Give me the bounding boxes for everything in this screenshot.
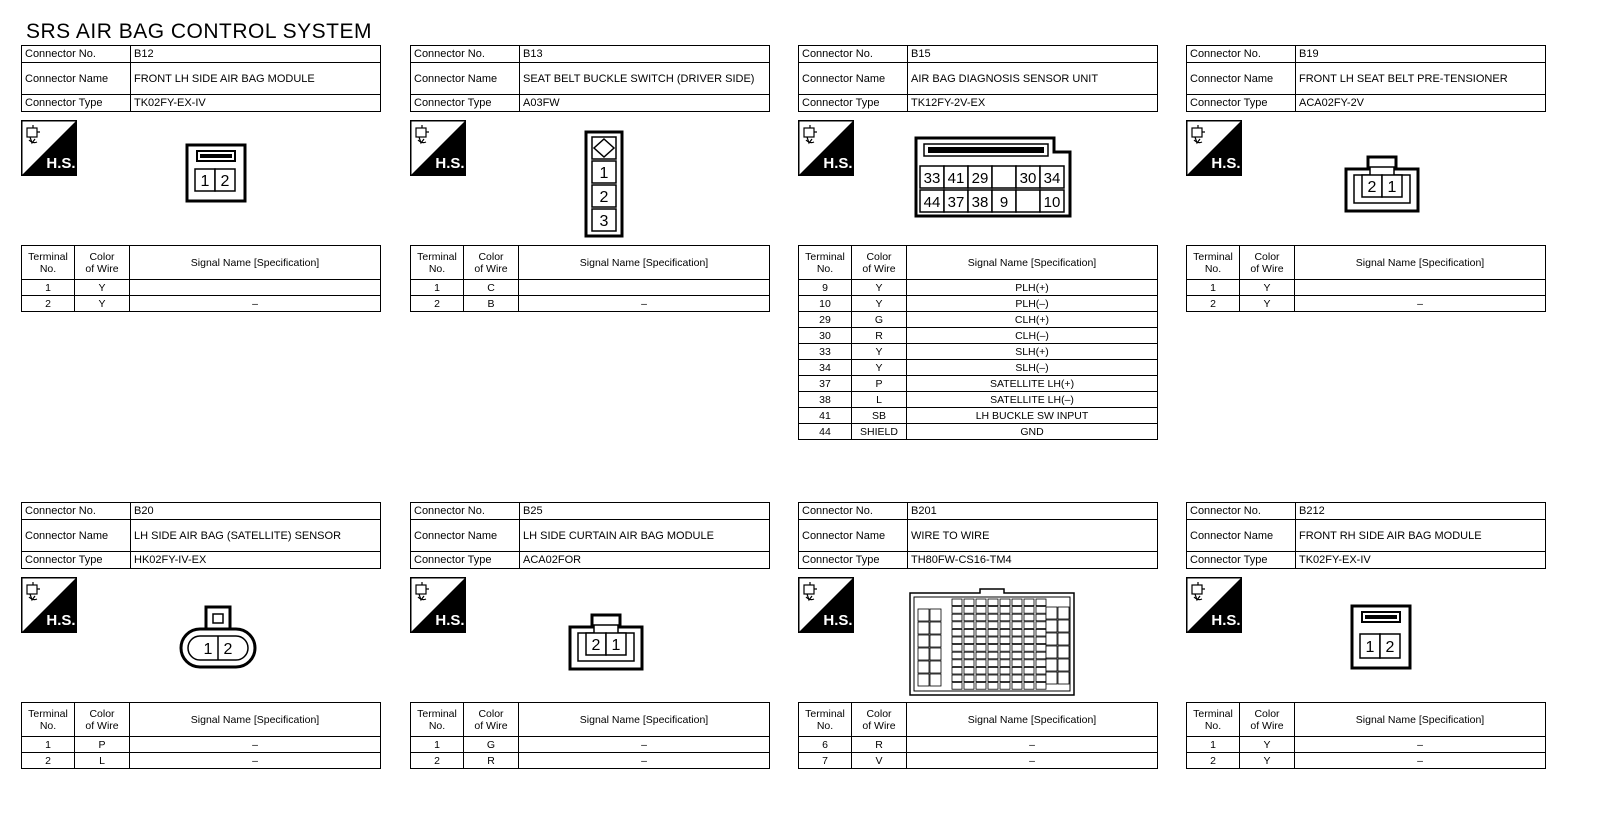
connector-name-label: Connector Name (411, 520, 520, 552)
color-header-line1: Color (478, 250, 504, 263)
connector-diagram-area (21, 112, 381, 245)
wire-color-cell: Y (1240, 753, 1295, 769)
connector-info-table (1186, 45, 1546, 112)
terminal-no-cell: 9 (799, 280, 852, 296)
color-header-line2: of Wire (862, 719, 896, 732)
signal-name-header: Signal Name [Specification] (907, 246, 1158, 280)
connector-b201 (798, 502, 1158, 769)
pin-label: 1 (203, 641, 213, 658)
terminal-no-cell: 41 (799, 408, 852, 424)
wire-color-cell: L (852, 392, 907, 408)
signal-name-cell: – (1295, 753, 1546, 769)
terminal-no-header (411, 246, 464, 280)
table-row (799, 344, 1158, 360)
pin-label: 2 (220, 173, 230, 190)
color-header-line2: of Wire (474, 262, 508, 275)
terminal-no-cell: 2 (22, 296, 75, 312)
signal-name-header: Signal Name [Specification] (1295, 703, 1546, 737)
terminal-header-line2: No. (1204, 262, 1222, 275)
terminal-signal-table (410, 702, 770, 769)
connector-no-value: B15 (908, 46, 1158, 63)
connector-no-label: Connector No. (799, 503, 908, 520)
connector-name-value: AIR BAG DIAGNOSIS SENSOR UNIT (908, 63, 1158, 95)
terminal-no-cell: 2 (1187, 753, 1240, 769)
hs-label: H.S. (1211, 155, 1241, 172)
connector-name-label: Connector Name (22, 63, 131, 95)
color-of-wire-header (464, 703, 519, 737)
pin-label: 9 (999, 194, 1009, 211)
table-row (22, 737, 381, 753)
connector-no-value: B20 (131, 503, 381, 520)
terminal-no-header (799, 246, 852, 280)
wire-color-cell: P (75, 737, 130, 753)
connector-name-label: Connector Name (1187, 520, 1296, 552)
terminal-signal-table (410, 245, 770, 312)
harness-side-icon (798, 120, 854, 176)
connector-face-diagram (178, 605, 260, 673)
wire-color-cell: G (852, 312, 907, 328)
wire-color-cell: Y (852, 360, 907, 376)
connector-type-value: ACA02FY-2V (1296, 95, 1546, 112)
signal-name-cell: – (130, 296, 381, 312)
connector-name-label: Connector Name (799, 63, 908, 95)
wire-color-cell: B (464, 296, 519, 312)
terminal-no-cell: 38 (799, 392, 852, 408)
connector-info-table (410, 502, 770, 569)
hs-label: H.S. (46, 612, 76, 629)
hs-label: H.S. (823, 155, 853, 172)
wire-color-cell: P (852, 376, 907, 392)
signal-name-cell (1295, 280, 1546, 296)
connector-no-value: B201 (908, 503, 1158, 520)
color-header-line2: of Wire (474, 719, 508, 732)
wire-color-cell: R (464, 753, 519, 769)
harness-side-icon (21, 120, 77, 176)
pin-label: 2 (591, 637, 601, 654)
terminal-no-cell: 1 (22, 280, 75, 296)
terminal-signal-table (798, 245, 1158, 440)
color-of-wire-header (75, 246, 130, 280)
terminal-no-cell: 1 (1187, 737, 1240, 753)
connector-type-label: Connector Type (22, 95, 131, 112)
connector-type-label: Connector Type (22, 552, 131, 569)
connector-b12 (21, 45, 381, 312)
pin-label: 10 (1043, 194, 1061, 211)
connector-face-diagram (584, 130, 628, 240)
signal-name-header: Signal Name [Specification] (519, 246, 770, 280)
terminal-header-line1: Terminal (417, 250, 457, 263)
pin-label: 3 (599, 213, 609, 230)
terminal-header-line2: No. (1204, 719, 1222, 732)
signal-name-cell: – (130, 753, 381, 769)
signal-name-cell: – (1295, 737, 1546, 753)
table-row (799, 376, 1158, 392)
table-row (799, 328, 1158, 344)
table-row (1187, 296, 1546, 312)
table-row (799, 424, 1158, 440)
terminal-no-cell: 1 (411, 737, 464, 753)
connector-diagram-area (798, 569, 1158, 702)
color-header-line1: Color (1254, 707, 1280, 720)
harness-side-icon (1186, 577, 1242, 633)
signal-name-cell (130, 280, 381, 296)
terminal-no-cell: 29 (799, 312, 852, 328)
connector-name-value: LH SIDE AIR BAG (SATELLITE) SENSOR (131, 520, 381, 552)
connector-type-value: HK02FY-IV-EX (131, 552, 381, 569)
wire-color-cell: V (852, 753, 907, 769)
terminal-no-cell: 34 (799, 360, 852, 376)
connector-b25 (410, 502, 770, 769)
connector-type-label: Connector Type (1187, 552, 1296, 569)
pin-label: 37 (947, 194, 965, 211)
table-row (799, 753, 1158, 769)
connector-type-label: Connector Type (799, 552, 908, 569)
terminal-no-header (799, 703, 852, 737)
harness-side-icon (410, 577, 466, 633)
connector-no-label: Connector No. (22, 46, 131, 63)
connector-type-value: A03FW (520, 95, 770, 112)
connector-type-value: TK02FY-EX-IV (131, 95, 381, 112)
pin-label: 1 (200, 173, 210, 190)
terminal-no-cell: 33 (799, 344, 852, 360)
table-row (411, 737, 770, 753)
connector-face-diagram (914, 136, 1074, 222)
connector-no-value: B12 (131, 46, 381, 63)
connector-diagram-area (1186, 112, 1546, 245)
page-title: SRS AIR BAG CONTROL SYSTEM (26, 20, 372, 43)
connector-b20 (21, 502, 381, 769)
connector-diagram-area (21, 569, 381, 702)
connector-info-table (798, 502, 1158, 569)
connector-name-value: FRONT LH SEAT BELT PRE-TENSIONER (1296, 63, 1546, 95)
signal-name-cell: – (519, 296, 770, 312)
connector-type-value: TH80FW-CS16-TM4 (908, 552, 1158, 569)
color-header-line1: Color (866, 707, 892, 720)
table-row (22, 296, 381, 312)
connector-type-label: Connector Type (1187, 95, 1296, 112)
terminal-no-cell: 2 (411, 296, 464, 312)
terminal-signal-table (798, 702, 1158, 769)
signal-name-header: Signal Name [Specification] (519, 703, 770, 737)
pin-label: 44 (923, 194, 941, 211)
color-header-line1: Color (1254, 250, 1280, 263)
connector-info-table (21, 502, 381, 569)
terminal-no-cell: 1 (1187, 280, 1240, 296)
connector-no-value: B13 (520, 46, 770, 63)
color-header-line2: of Wire (85, 262, 119, 275)
pin-label: 1 (599, 165, 609, 182)
connector-b13 (410, 45, 770, 312)
terminal-header-line1: Terminal (805, 250, 845, 263)
signal-name-header: Signal Name [Specification] (907, 703, 1158, 737)
connector-info-table (410, 45, 770, 112)
terminal-header-line2: No. (428, 262, 446, 275)
terminal-header-line1: Terminal (1193, 250, 1233, 263)
connector-no-label: Connector No. (411, 503, 520, 520)
connector-name-value: FRONT RH SIDE AIR BAG MODULE (1296, 520, 1546, 552)
connector-name-label: Connector Name (411, 63, 520, 95)
color-of-wire-header (852, 703, 907, 737)
connector-face-diagram (1344, 155, 1424, 215)
connector-b19 (1186, 45, 1546, 312)
connector-type-value: TK02FY-EX-IV (1296, 552, 1546, 569)
connector-face-diagram (185, 143, 255, 213)
pin-label: 41 (947, 170, 965, 187)
table-row (411, 280, 770, 296)
wire-color-cell: Y (75, 296, 130, 312)
connector-face-diagram (908, 587, 1078, 699)
signal-name-cell: CLH(–) (907, 328, 1158, 344)
connector-type-label: Connector Type (411, 95, 520, 112)
hs-label: H.S. (435, 155, 465, 172)
table-row (22, 280, 381, 296)
connector-info-table (21, 45, 381, 112)
harness-side-icon (1186, 120, 1242, 176)
wire-color-cell: Y (1240, 296, 1295, 312)
signal-name-cell: – (1295, 296, 1546, 312)
terminal-header-line2: No. (428, 719, 446, 732)
signal-name-cell: GND (907, 424, 1158, 440)
hs-label: H.S. (823, 612, 853, 629)
table-row (1187, 737, 1546, 753)
terminal-header-line1: Terminal (1193, 707, 1233, 720)
signal-name-cell: SLH(–) (907, 360, 1158, 376)
color-header-line1: Color (89, 707, 115, 720)
signal-name-header: Signal Name [Specification] (130, 246, 381, 280)
connector-info-table (798, 45, 1158, 112)
terminal-no-cell: 37 (799, 376, 852, 392)
connector-type-value: ACA02FOR (520, 552, 770, 569)
table-row (799, 312, 1158, 328)
wire-color-cell: SB (852, 408, 907, 424)
harness-side-icon (410, 120, 466, 176)
terminal-no-cell: 30 (799, 328, 852, 344)
table-row (799, 360, 1158, 376)
hs-label: H.S. (435, 612, 465, 629)
signal-name-cell (519, 280, 770, 296)
harness-side-icon (798, 577, 854, 633)
signal-name-cell: SLH(+) (907, 344, 1158, 360)
terminal-no-cell: 7 (799, 753, 852, 769)
connector-no-label: Connector No. (411, 46, 520, 63)
wire-color-cell: R (852, 328, 907, 344)
terminal-signal-table (1186, 702, 1546, 769)
terminal-header-line1: Terminal (28, 250, 68, 263)
terminal-header-line2: No. (816, 719, 834, 732)
terminal-no-cell: 1 (411, 280, 464, 296)
pin-label: 2 (223, 641, 233, 658)
color-of-wire-header (852, 246, 907, 280)
terminal-no-cell: 6 (799, 737, 852, 753)
connector-type-label: Connector Type (799, 95, 908, 112)
terminal-no-header (22, 246, 75, 280)
terminal-no-header (1187, 246, 1240, 280)
table-row (799, 296, 1158, 312)
connector-no-label: Connector No. (799, 46, 908, 63)
terminal-no-cell: 2 (22, 753, 75, 769)
wire-color-cell: Y (1240, 280, 1295, 296)
color-header-line2: of Wire (85, 719, 119, 732)
color-of-wire-header (1240, 703, 1295, 737)
pin-label: 1 (611, 637, 621, 654)
color-header-line2: of Wire (1250, 262, 1284, 275)
terminal-no-cell: 2 (1187, 296, 1240, 312)
terminal-header-line2: No. (816, 262, 834, 275)
harness-side-icon (21, 577, 77, 633)
wire-color-cell: C (464, 280, 519, 296)
pin-label: 2 (1367, 179, 1377, 196)
connector-info-table (1186, 502, 1546, 569)
pin-label: 34 (1043, 170, 1061, 187)
color-header-line2: of Wire (1250, 719, 1284, 732)
table-row (1187, 753, 1546, 769)
terminal-header-line1: Terminal (28, 707, 68, 720)
connector-diagram-area (798, 112, 1158, 245)
wire-color-cell: R (852, 737, 907, 753)
terminal-signal-table (21, 245, 381, 312)
connector-type-value: TK12FY-2V-EX (908, 95, 1158, 112)
terminal-no-header (1187, 703, 1240, 737)
signal-name-cell: SATELLITE LH(–) (907, 392, 1158, 408)
terminal-signal-table (1186, 245, 1546, 312)
color-header-line1: Color (866, 250, 892, 263)
signal-name-header: Signal Name [Specification] (130, 703, 381, 737)
connector-name-label: Connector Name (1187, 63, 1296, 95)
signal-name-cell: – (907, 753, 1158, 769)
signal-name-cell: SATELLITE LH(+) (907, 376, 1158, 392)
table-row (1187, 280, 1546, 296)
wire-color-cell: Y (75, 280, 130, 296)
pin-label: 29 (971, 170, 989, 187)
terminal-header-line2: No. (39, 262, 57, 275)
table-row (799, 408, 1158, 424)
hs-label: H.S. (1211, 612, 1241, 629)
terminal-no-cell: 44 (799, 424, 852, 440)
connector-face-diagram (568, 613, 648, 673)
pin-label: 1 (1365, 639, 1375, 656)
connector-name-label: Connector Name (799, 520, 908, 552)
pin-label: 2 (599, 189, 609, 206)
wire-color-cell: Y (852, 344, 907, 360)
terminal-header-line1: Terminal (417, 707, 457, 720)
wire-color-cell: L (75, 753, 130, 769)
signal-name-cell: LH BUCKLE SW INPUT (907, 408, 1158, 424)
signal-name-cell: PLH(–) (907, 296, 1158, 312)
connector-name-label: Connector Name (22, 520, 131, 552)
pin-label: 33 (923, 170, 941, 187)
connector-no-label: Connector No. (1187, 503, 1296, 520)
hs-label: H.S. (46, 155, 76, 172)
terminal-no-cell: 10 (799, 296, 852, 312)
terminal-header-line2: No. (39, 719, 57, 732)
color-header-line2: of Wire (862, 262, 896, 275)
table-row (22, 753, 381, 769)
wire-color-cell: G (464, 737, 519, 753)
connector-name-value: FRONT LH SIDE AIR BAG MODULE (131, 63, 381, 95)
connector-name-value: SEAT BELT BUCKLE SWITCH (DRIVER SIDE) (520, 63, 770, 95)
connector-no-label: Connector No. (1187, 46, 1296, 63)
connector-no-value: B25 (520, 503, 770, 520)
connector-no-label: Connector No. (22, 503, 131, 520)
wire-color-cell: SHIELD (852, 424, 907, 440)
terminal-signal-table (21, 702, 381, 769)
signal-name-cell: – (907, 737, 1158, 753)
table-row (799, 737, 1158, 753)
table-row (411, 296, 770, 312)
connector-name-value: WIRE TO WIRE (908, 520, 1158, 552)
pin-label: 2 (1385, 639, 1395, 656)
connector-diagram-area (1186, 569, 1546, 702)
connector-type-label: Connector Type (411, 552, 520, 569)
pin-label: 1 (1387, 179, 1397, 196)
wire-color-cell: Y (852, 280, 907, 296)
connector-no-value: B212 (1296, 503, 1546, 520)
signal-name-header: Signal Name [Specification] (1295, 246, 1546, 280)
signal-name-cell: PLH(+) (907, 280, 1158, 296)
connector-name-value: LH SIDE CURTAIN AIR BAG MODULE (520, 520, 770, 552)
terminal-no-header (22, 703, 75, 737)
signal-name-cell: – (130, 737, 381, 753)
color-of-wire-header (464, 246, 519, 280)
terminal-header-line1: Terminal (805, 707, 845, 720)
wire-color-cell: Y (852, 296, 907, 312)
connector-diagram-area (410, 112, 770, 245)
connector-face-diagram (1350, 604, 1420, 674)
connector-b212 (1186, 502, 1546, 769)
terminal-no-cell: 2 (411, 753, 464, 769)
pin-label: 38 (971, 194, 989, 211)
signal-name-cell: – (519, 753, 770, 769)
wire-color-cell: Y (1240, 737, 1295, 753)
connector-no-value: B19 (1296, 46, 1546, 63)
color-of-wire-header (75, 703, 130, 737)
table-row (799, 280, 1158, 296)
terminal-no-header (411, 703, 464, 737)
color-of-wire-header (1240, 246, 1295, 280)
table-row (411, 753, 770, 769)
connector-b15 (798, 45, 1158, 440)
terminal-no-cell: 1 (22, 737, 75, 753)
pin-label: 30 (1019, 170, 1037, 187)
signal-name-cell: CLH(+) (907, 312, 1158, 328)
table-row (799, 392, 1158, 408)
connector-diagram-area (410, 569, 770, 702)
color-header-line1: Color (89, 250, 115, 263)
signal-name-cell: – (519, 737, 770, 753)
color-header-line1: Color (478, 707, 504, 720)
